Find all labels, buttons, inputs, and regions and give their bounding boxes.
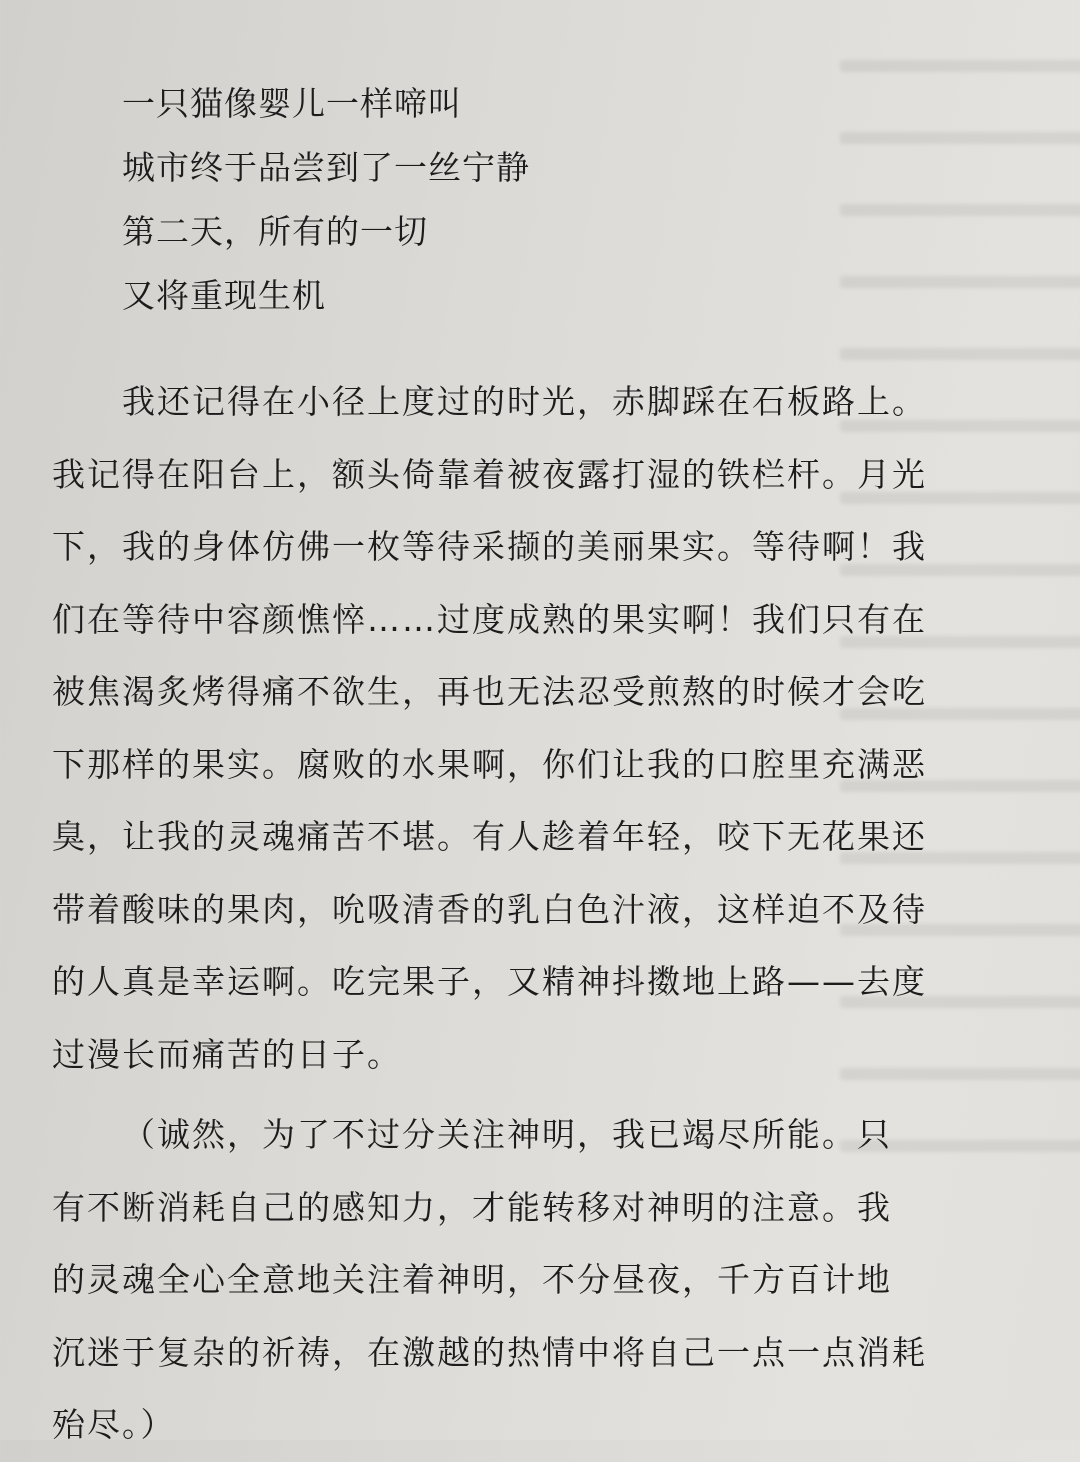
book-page — [52, 72, 1042, 1462]
paragraph-parenthetical — [52, 1099, 1042, 1462]
poem-line: 城市终于品尝到了一丝宁静 — [122, 148, 530, 187]
paragraph-line: 的人真是幸运啊。吃完果子，又精神抖擞地上路——去度 — [52, 962, 927, 1001]
poem-line: 第二天，所有的一切 — [122, 212, 428, 251]
poem-line: 又将重现生机 — [122, 276, 326, 315]
paragraph-line: 被焦渴炙烤得痛不欲生，再也无法忍受煎熬的时候才会吃 — [52, 672, 927, 711]
paragraph-line: 的灵魂全心全意地关注着神明，不分昼夜，千方百计地 — [52, 1260, 892, 1299]
paragraph-line: （诚然，为了不过分关注神明，我已竭尽所能。只 — [122, 1115, 892, 1154]
paragraph-line: 我记得在阳台上，额头倚靠着被夜露打湿的铁栏杆。月光 — [52, 454, 927, 494]
paragraph-line: 有不断消耗自己的感知力，才能转移对神明的注意。我 — [52, 1187, 892, 1227]
paragraph-line: 下那样的果实。腐败的水果啊，你们让我的口腔里充满恶 — [52, 744, 927, 784]
paragraph-line: 过漫长而痛苦的日子。 — [52, 1034, 402, 1074]
paragraph-line: 我还记得在小径上度过的时光，赤脚踩在石板路上。 — [122, 382, 927, 421]
paragraph-line: 们在等待中容颜憔悴……过度成熟的果实啊！我们只有在 — [52, 599, 927, 639]
paragraph-line: 带着酸味的果肉，吮吸清香的乳白色汁液，这样迫不及待 — [52, 889, 927, 929]
paragraph-line: 殆尽。） — [52, 1405, 176, 1444]
paragraph-line: 臭，让我的灵魂痛苦不堪。有人趁着年轻，咬下无花果还 — [52, 817, 927, 856]
poem-stanza — [52, 72, 1042, 328]
paragraph-line: 下，我的身体仿佛一枚等待采撷的美丽果实。等待啊！我 — [52, 527, 927, 566]
paragraph-line: 沉迷于复杂的祈祷，在激越的热情中将自己一点一点消耗 — [52, 1332, 927, 1372]
paragraph-memories — [52, 366, 1042, 1091]
poem-line: 一只猫像婴儿一样啼叫 — [122, 84, 462, 123]
